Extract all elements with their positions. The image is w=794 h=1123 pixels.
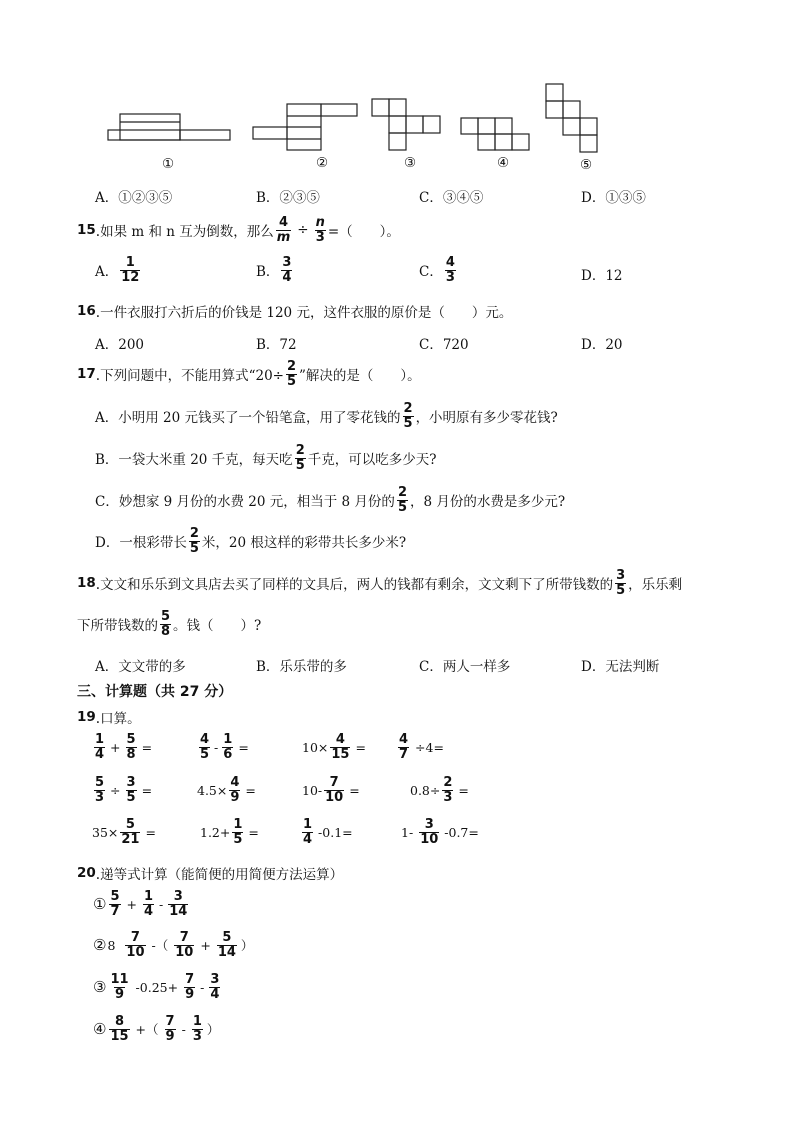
q20-expression-2: ② 8 $\frac{7}{10}$ -（ $\frac{7}{10}$ + $\frac{5}{14}$ ） — [93, 930, 254, 960]
q16-option-c[interactable]: C．720 — [419, 337, 469, 353]
q15-option-a[interactable]: A． $\frac{1}{12}$ — [95, 255, 140, 285]
q16-option-a[interactable]: A．200 — [95, 337, 145, 353]
q20-expression-3: ③ $\frac{11}{9}$ -0.25+ $\frac{7}{9}$ - $\frac{3}{4}$ — [93, 972, 220, 1002]
figure-label-3: ③ — [404, 155, 417, 171]
q17-option-d[interactable]: D．一根彩带长 $\frac{2}{5}$ 米，20 根这样的彩带共长多少米? — [95, 526, 407, 556]
q17-option-a[interactable]: A．小明用 20 元钱买了一个铅笔盒，用了零花钱的 $\frac{2}{5}$ ，小明原有多少零花钱? — [95, 401, 558, 431]
figure-label-1: ① — [162, 156, 175, 172]
q19-item-5: $\frac{5}{3}$ ÷ $\frac{3}{5}$ = — [95, 775, 153, 805]
q17-text-b: ”解决的是（ ）。 — [299, 368, 421, 385]
q18-option-a[interactable]: A．文文带的多 — [95, 659, 186, 675]
q16-number: 16 — [77, 303, 96, 319]
q19-item-6: 4.5× $\frac{4}{9}$ = — [197, 775, 256, 805]
q20-expression-1: ① $\frac{5}{7}$ + $\frac{1}{4}$ - $\frac{3}{14}$ — [93, 889, 188, 919]
q19-item-11: $\frac{1}{4}$ -0.1= — [303, 817, 353, 847]
q17-stem — [77, 360, 421, 388]
q19-number: 19 — [77, 709, 96, 725]
q20-mark-3: ③ — [93, 977, 107, 996]
q15-frac-1: $\frac{4}{m}$ — [276, 215, 291, 245]
q18-stem-line-2 — [77, 610, 261, 638]
q15-text-a: .如果 m 和 n 互为倒数，那么 — [95, 224, 274, 241]
q16-option-d[interactable]: D．20 — [581, 337, 623, 353]
section-3-title: 三、计算题（共 27 分） — [77, 684, 233, 700]
q18-option-c[interactable]: C．两人一样多 — [419, 659, 511, 675]
q19-item-2: $\frac{4}{5}$ - $\frac{1}{6}$ = — [200, 732, 249, 762]
q20-mark-1: ① — [93, 894, 107, 913]
q19-stem — [77, 707, 141, 727]
q20-text: .递等式计算（能简便的用简便方法运算） — [95, 867, 344, 883]
q18-stem-line-1 — [77, 569, 682, 597]
q15-option-d[interactable]: D．12 — [581, 268, 623, 284]
q14-option-d[interactable]: D．①③⑤ — [581, 190, 646, 206]
q18-text-b: ，乐乐剩 — [628, 577, 683, 594]
q15-op: ÷ — [297, 222, 309, 239]
figure-label-4: ④ — [497, 155, 510, 171]
q18-number: 18 — [77, 575, 96, 592]
q19-item-3: 10× $\frac{4}{15}$ = — [302, 732, 366, 762]
q18-text-c: 下所带钱数的 — [77, 618, 158, 635]
q19-item-10: 1.2+ $\frac{1}{5}$ = — [200, 817, 259, 847]
q20-number: 20 — [77, 865, 96, 881]
q16-stem — [77, 301, 512, 321]
q19-item-7: 10- $\frac{7}{10}$ = — [302, 775, 360, 805]
figure-label-5: ⑤ — [580, 157, 593, 173]
q18-frac-2: $\frac{5}{8}$ — [161, 609, 171, 639]
q18-text-d: 。钱（ ）? — [173, 618, 262, 635]
q15-number: 15 — [77, 222, 96, 239]
q15-stem — [77, 216, 400, 244]
q18-text-a: .文文和乐乐到文具店去买了同样的文具后，两人的钱都有剩余，文文剩下了所带钱数的 — [95, 577, 614, 594]
q19-item-12: 1- $\frac{3}{10}$ -0.7= — [401, 817, 479, 847]
q14-option-a[interactable]: A．①②③⑤ — [95, 190, 173, 206]
net-figure-5 — [546, 84, 597, 152]
q19-item-8: 0.8÷ $\frac{2}{3}$ = — [410, 775, 469, 805]
q16-text: .一件衣服打六折后的价钱是 120 元，这件衣服的原价是（ ）元。 — [95, 305, 513, 321]
figure-label-2: ② — [316, 155, 329, 171]
q15-option-b[interactable]: B． $\frac{3}{4}$ — [256, 255, 292, 285]
q15-frac-2: $\frac{n}{3}$ — [315, 215, 325, 245]
q18-option-b[interactable]: B．乐乐带的多 — [256, 659, 347, 675]
q19-text: .口算。 — [95, 711, 141, 727]
q20-mark-2: ② — [93, 935, 107, 954]
net-figures — [0, 0, 794, 180]
q17-frac: $\frac{2}{5}$ — [286, 359, 297, 389]
net-figure-2 — [253, 104, 357, 150]
q18-option-d[interactable]: D．无法判断 — [581, 659, 660, 675]
q17-option-b[interactable]: B．一袋大米重 20 千克，每天吃 $\frac{2}{5}$ 千克，可以吃多少天? — [95, 443, 437, 473]
q15-text-b: =（ ）。 — [327, 224, 400, 241]
q17-text-a: .下列问题中，不能用算式“20÷ — [95, 368, 284, 385]
net-figure-4 — [461, 118, 529, 150]
q19-item-4: $\frac{4}{7}$ ÷4= — [399, 732, 444, 762]
q14-option-b[interactable]: B．②③⑤ — [256, 190, 320, 206]
q19-item-9: 35× $\frac{5}{21}$ = — [92, 817, 156, 847]
q14-option-c[interactable]: C．③④⑤ — [419, 190, 484, 206]
q17-option-c[interactable]: C．妙想家 9 月份的水费 20 元，相当于 8 月份的 $\frac{2}{5}$ ，8 月份的水费是多少元? — [95, 485, 566, 515]
net-figure-1 — [108, 114, 230, 140]
net-figure-3 — [372, 99, 440, 150]
q17-number: 17 — [77, 366, 96, 383]
q15-option-c[interactable]: C． $\frac{4}{3}$ — [419, 255, 455, 285]
q19-item-1: $\frac{1}{4}$ + $\frac{5}{8}$ = — [95, 732, 153, 762]
q16-option-b[interactable]: B．72 — [256, 337, 297, 353]
q20-mark-4: ④ — [93, 1019, 107, 1038]
q20-stem — [77, 863, 343, 883]
q20-expression-4: ④ $\frac{8}{15}$ +（ $\frac{7}{9}$ - $\frac{1}{3}$ ） — [93, 1014, 220, 1044]
q18-frac-1: $\frac{3}{5}$ — [616, 568, 626, 598]
